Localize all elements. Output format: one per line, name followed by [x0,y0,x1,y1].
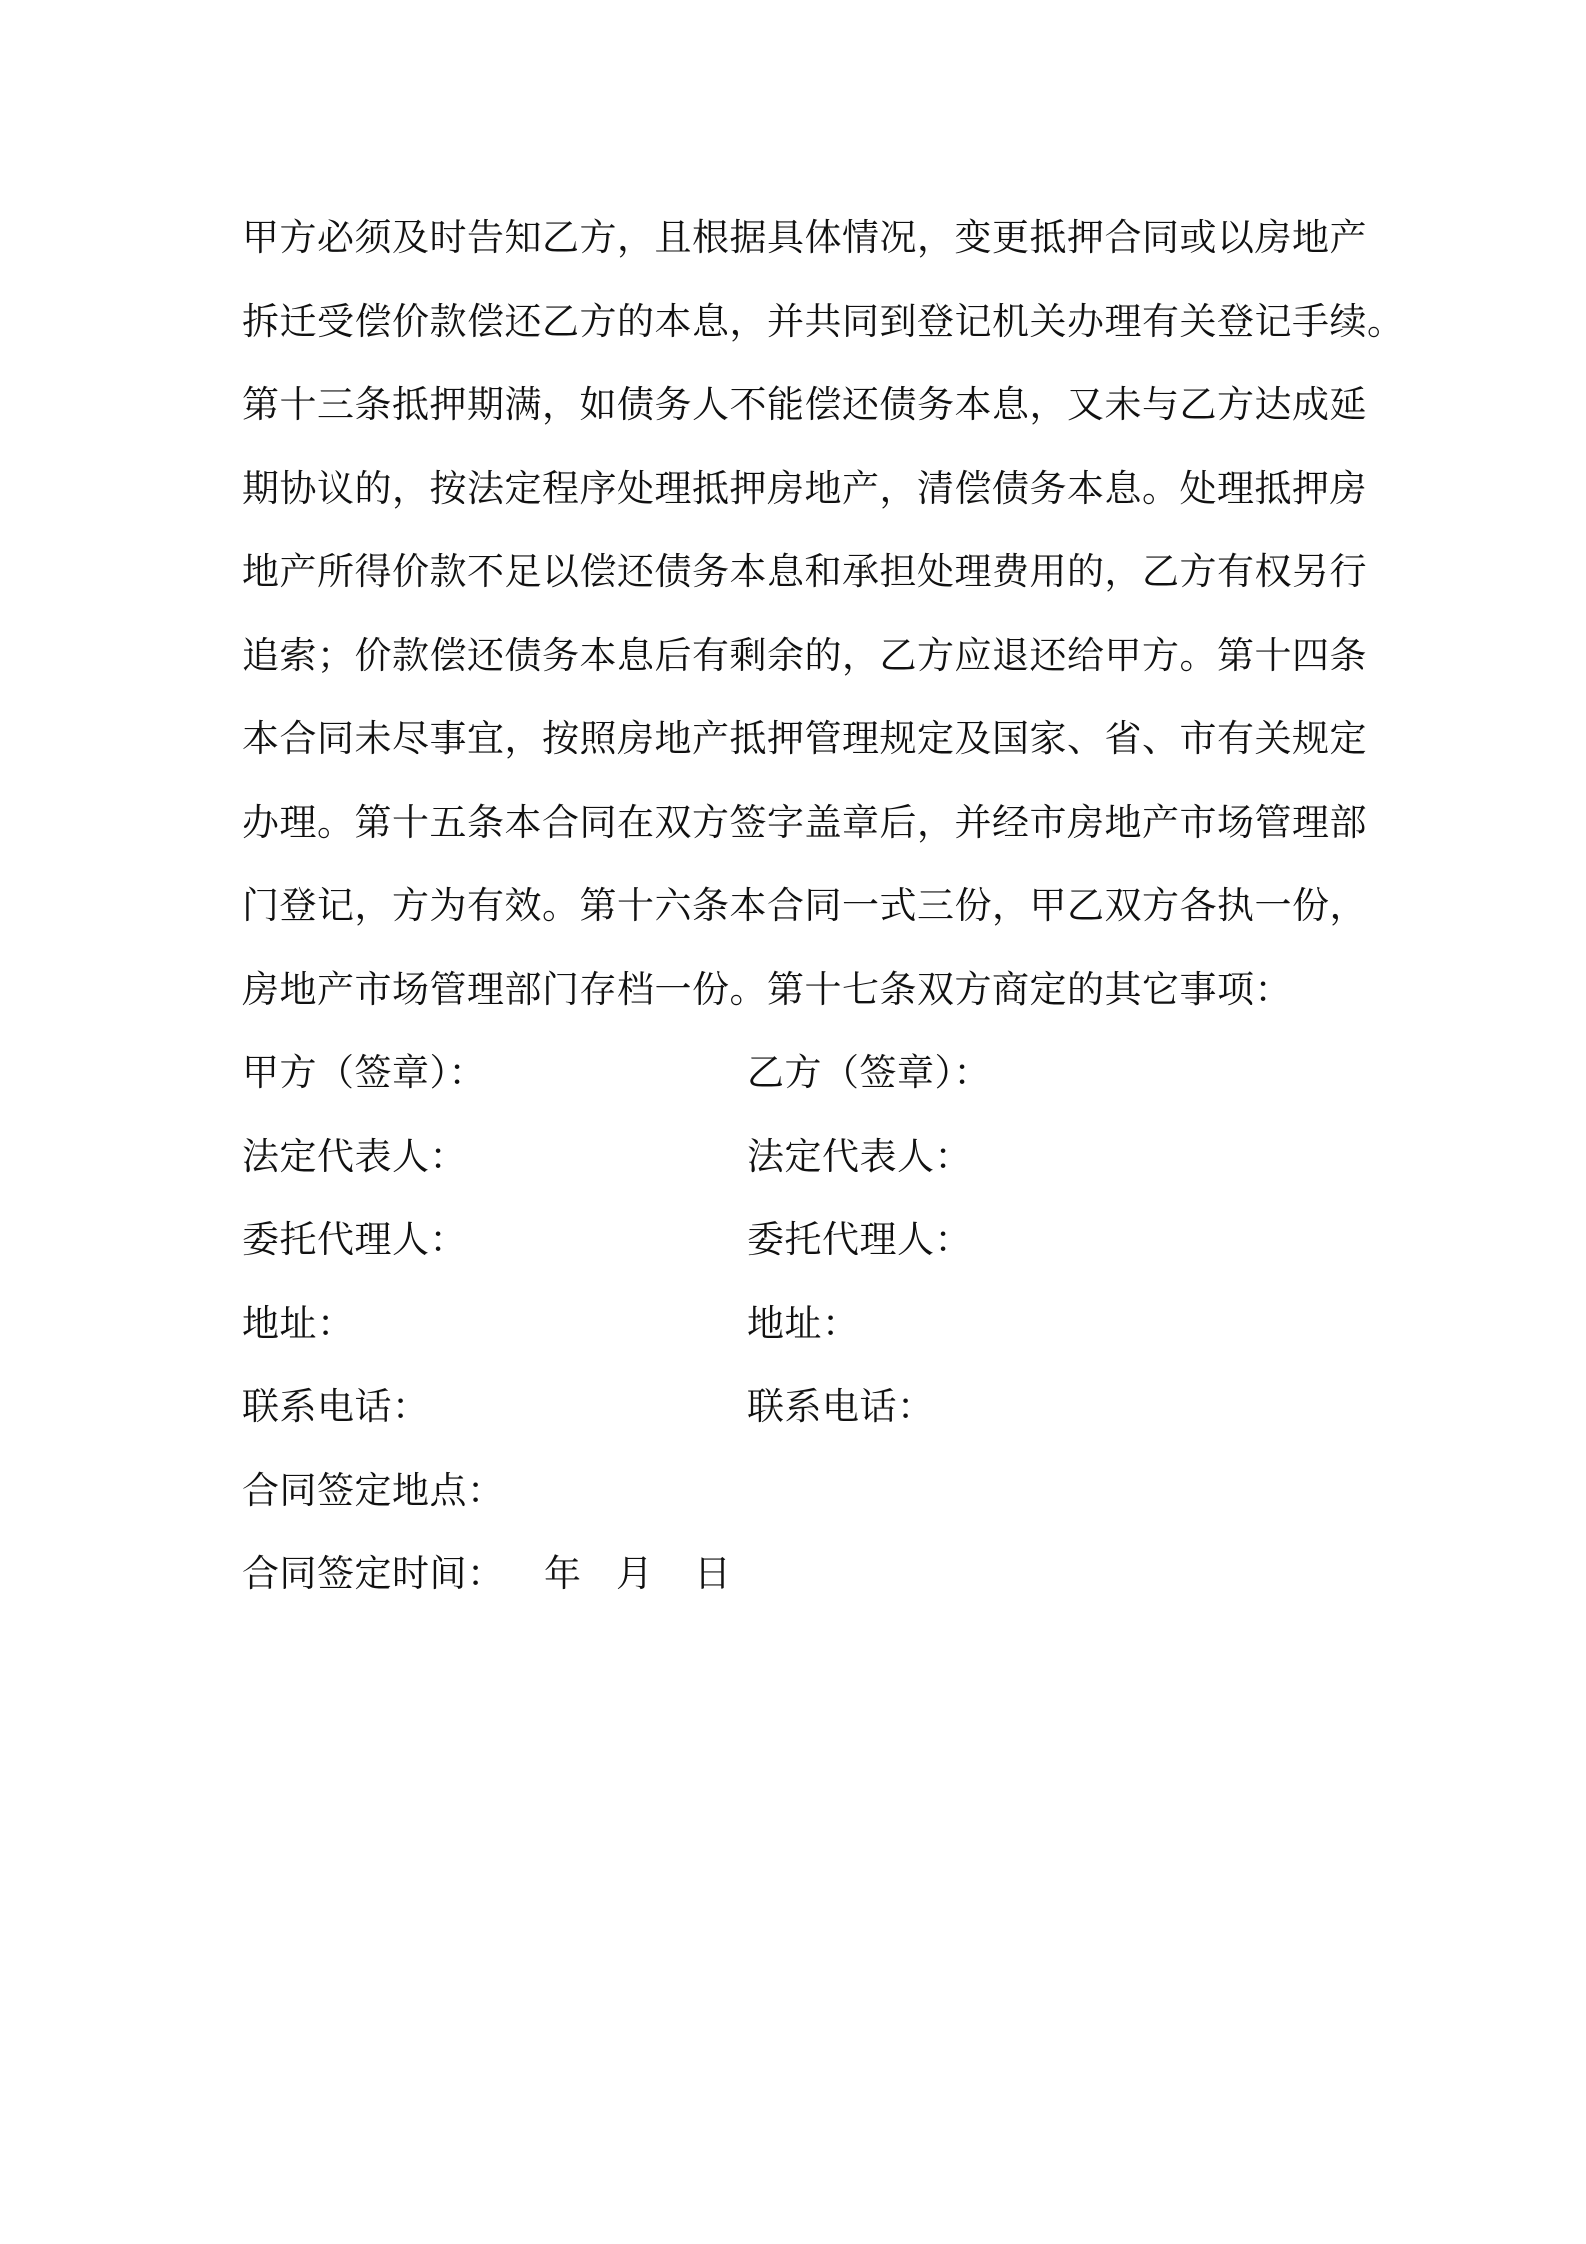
paragraph-line: 拆迁受偿价款偿还乙方的本息，并共同到登记机关办理有关登记手续。 [242,299,1405,343]
signature-row-agent [242,1198,1387,1282]
sign-time-year: 年 [544,1552,582,1595]
paragraph-line: 门登记，方为有效。第十六条本合同一式三份，甲乙双方各执一份， [242,884,1367,927]
sign-place-label: 合同签定地点： [242,1468,505,1512]
paragraph-line: 追索；价款偿还债务本息后有剩余的，乙方应退还给甲方。第十四条 [242,633,1367,677]
party-a-phone-label: 联系电话： [242,1385,430,1428]
party-b-legal-rep-label: 法定代表人： [747,1134,972,1178]
signature-row-seal [242,1031,1387,1115]
paragraph-line: 第十三条抵押期满，如债务人不能偿还债务本息，又未与乙方达成延 [242,383,1367,426]
paragraph-line: 房地产市场管理部门存档一份。第十七条双方商定的其它事项： [242,967,1292,1011]
sign-time-label: 合同签定时间： [242,1552,505,1595]
signature-row-legal-rep [242,1115,1387,1199]
party-a-address-label: 地址： [242,1301,355,1345]
contract-text [242,196,1405,1616]
party-b-agent-label: 委托代理人： [747,1218,972,1261]
sign-time-row [242,1532,1387,1616]
signature-row-phone [242,1365,1387,1449]
sign-time-month: 月 [616,1552,654,1595]
paragraph-line: 地产所得价款不足以偿还债务本息和承担处理费用的，乙方有权另行 [242,550,1367,593]
paragraph-line: 甲方必须及时告知乙方，且根据具体情况，变更抵押合同或以房地产 [242,216,1367,259]
paragraph-line: 办理。第十五条本合同在双方签字盖章后，并经市房地产市场管理部 [242,800,1367,844]
party-b-phone-label: 联系电话： [747,1385,935,1428]
signature-row-address [242,1282,1387,1366]
paragraph-line: 本合同未尽事宜，按照房地产抵押管理规定及国家、省、市有关规定 [242,717,1367,760]
paragraph-line: 期协议的，按法定程序处理抵押房地产，清偿债务本息。处理抵押房 [242,466,1367,510]
party-b-address-label: 地址： [747,1301,860,1345]
party-a-agent-label: 委托代理人： [242,1218,467,1261]
sign-time-day: 日 [694,1552,732,1595]
party-a-seal-label: 甲方（签章）： [242,1051,486,1094]
party-b-seal-label: 乙方（签章）： [747,1051,991,1094]
party-a-legal-rep-label: 法定代表人： [242,1134,467,1178]
